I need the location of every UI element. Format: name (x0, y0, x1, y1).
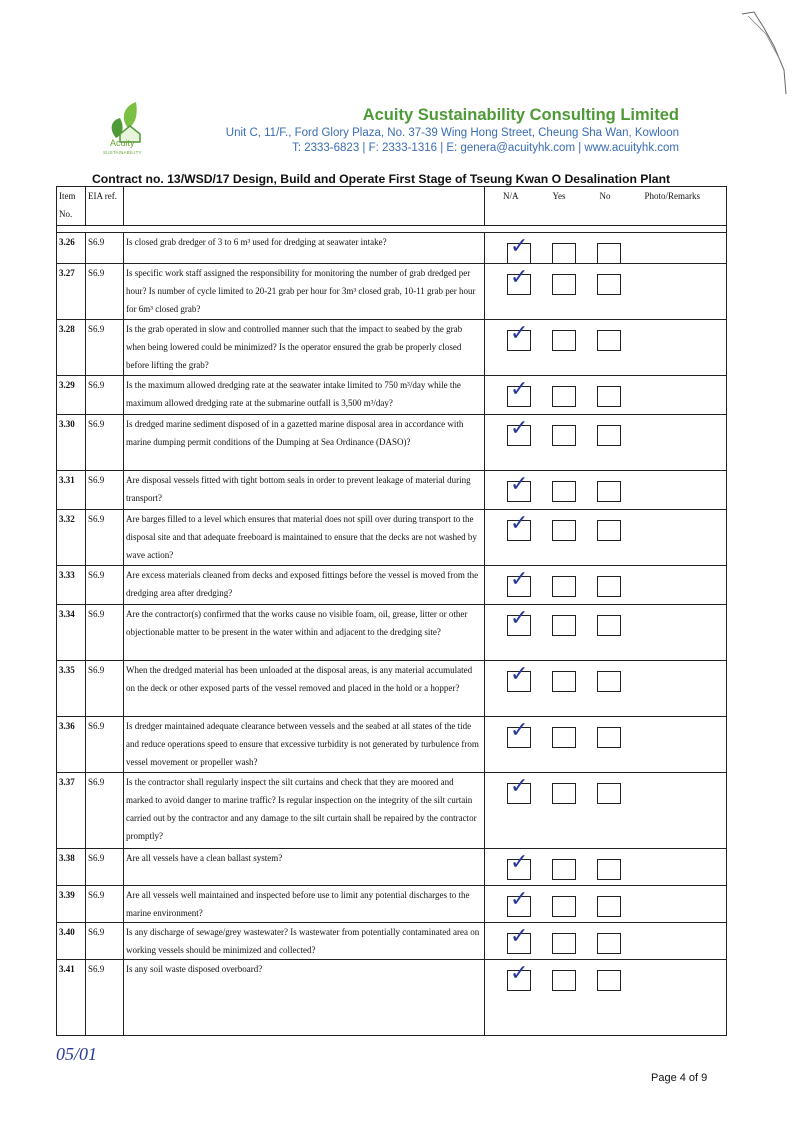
answer-cell (485, 923, 727, 960)
item-number: 3.28 (57, 320, 86, 376)
item-number: 3.33 (57, 566, 86, 605)
yes-checkbox[interactable] (552, 576, 576, 597)
answer-cell (485, 960, 727, 1036)
yes-checkbox[interactable] (552, 330, 576, 351)
yes-checkbox[interactable] (552, 933, 576, 954)
na-checkbox[interactable] (507, 265, 531, 295)
table-row (57, 849, 727, 886)
header-no: No (599, 191, 611, 201)
no-checkbox[interactable] (597, 783, 621, 804)
eia-reference: S6.9 (86, 376, 124, 415)
table-row (57, 471, 727, 510)
na-checkbox[interactable] (507, 234, 531, 264)
item-number: 3.26 (57, 233, 86, 264)
eia-reference: S6.9 (86, 849, 124, 886)
answer-cell (485, 264, 727, 320)
checklist-question: Is the grab operated in slow and controlled manner such that the impact to seabed by the grab when being lowered could be minimized? Is the operator ensured the grab be properly closed before lifting the grab? (124, 320, 485, 376)
eia-reference: S6.9 (86, 415, 124, 471)
answer-cell (485, 886, 727, 923)
checklist-question: Is dredger maintained adequate clearance between vessels and the seabed at all states of the tide and reduce operations speed to ensure that excessive turbidity is not generated by turbulence from vessel movement or propeller wash? (124, 717, 485, 773)
item-number: 3.36 (57, 717, 86, 773)
eia-reference: S6.9 (86, 960, 124, 1036)
table-row (57, 415, 727, 471)
checklist-table (56, 186, 727, 1036)
eia-reference: S6.9 (86, 233, 124, 264)
check-mark-icon: ✓ (510, 887, 529, 912)
table-row (57, 233, 727, 264)
eia-reference: S6.9 (86, 717, 124, 773)
na-checkbox[interactable] (507, 472, 531, 502)
item-number: 3.29 (57, 376, 86, 415)
answer-cell (485, 320, 727, 376)
na-checkbox[interactable] (507, 377, 531, 407)
table-row (57, 717, 727, 773)
na-checkbox[interactable] (507, 567, 531, 597)
eia-reference: S6.9 (86, 886, 124, 923)
table-row (57, 510, 727, 566)
check-mark-icon: ✓ (510, 265, 529, 290)
eia-reference: S6.9 (86, 510, 124, 566)
table-row (57, 886, 727, 923)
na-checkbox[interactable] (507, 850, 531, 880)
header-eia-ref: EIA ref. (86, 187, 124, 226)
yes-checkbox[interactable] (552, 859, 576, 880)
answer-cell (485, 233, 727, 264)
check-mark-icon: ✓ (510, 234, 529, 259)
company-name: Acuity Sustainability Consulting Limited (362, 106, 679, 124)
check-mark-icon: ✓ (510, 718, 529, 743)
na-checkbox[interactable] (507, 924, 531, 954)
eia-reference: S6.9 (86, 566, 124, 605)
na-checkbox[interactable] (507, 511, 531, 541)
table-row (57, 320, 727, 376)
table-row (57, 960, 727, 1036)
company-address: Unit C, 11/F., Ford Glory Plaza, No. 37-39 Wing Hong Street, Cheung Sha Wan, Kowloon (225, 127, 679, 139)
no-checkbox[interactable] (597, 576, 621, 597)
eia-reference: S6.9 (86, 661, 124, 717)
checklist-question: Is the contractor shall regularly inspect the silt curtains and check that they are moored and marked to avoid danger to marine traffic? Is regular inspection on the integrity of the silt curtain carried out by the contractor and any damage to the silt curtain shall be repaired by the contractor promptly? (124, 773, 485, 849)
na-checkbox[interactable] (507, 887, 531, 917)
item-number: 3.35 (57, 661, 86, 717)
no-checkbox[interactable] (597, 859, 621, 880)
no-checkbox[interactable] (597, 274, 621, 295)
check-mark-icon: ✓ (510, 850, 529, 875)
eia-reference: S6.9 (86, 605, 124, 661)
yes-checkbox[interactable] (552, 425, 576, 446)
check-mark-icon: ✓ (510, 377, 529, 402)
item-number: 3.32 (57, 510, 86, 566)
item-number: 3.39 (57, 886, 86, 923)
table-row (57, 605, 727, 661)
yes-checkbox[interactable] (552, 615, 576, 636)
table-row (57, 773, 727, 849)
item-number: 3.30 (57, 415, 86, 471)
no-checkbox[interactable] (597, 933, 621, 954)
na-checkbox[interactable] (507, 662, 531, 692)
na-checkbox[interactable] (507, 961, 531, 991)
answer-cell (485, 773, 727, 849)
no-checkbox[interactable] (597, 727, 621, 748)
answer-cell (485, 661, 727, 717)
eia-reference: S6.9 (86, 923, 124, 960)
check-mark-icon: ✓ (510, 662, 529, 687)
eia-reference: S6.9 (86, 320, 124, 376)
no-checkbox[interactable] (597, 615, 621, 636)
page-number: Page 4 of 9 (651, 1072, 708, 1084)
checklist-question: Is dredged marine sediment disposed of in a gazetted marine disposal area in accordance with marine dumping permit conditions of the Dumping at Sea Ordinance (DASO)? (124, 415, 485, 471)
header-question (124, 187, 485, 226)
yes-checkbox[interactable] (552, 783, 576, 804)
check-mark-icon: ✓ (510, 567, 529, 592)
no-checkbox[interactable] (597, 481, 621, 502)
yes-checkbox[interactable] (552, 243, 576, 264)
na-checkbox[interactable] (507, 416, 531, 446)
item-number: 3.34 (57, 605, 86, 661)
checklist-question: Are all vessels have a clean ballast system? (124, 849, 485, 886)
checklist-question: Is the maximum allowed dredging rate at the seawater intake limited to 750 m³/day while the maximum allowed dredging rate at the submarine outfall is 3,500 m³/day? (124, 376, 485, 415)
check-mark-icon: ✓ (510, 511, 529, 536)
na-checkbox[interactable] (507, 606, 531, 636)
header-item-no: Item No. (57, 187, 86, 226)
checklist-question: Are barges filled to a level which ensures that material does not spill over during transport to the disposal site and that adequate freeboard is maintained to ensure that the decks are not washed by wave action? (124, 510, 485, 566)
company-contact: T: 2333-6823 | F: 2333-1316 | E: genera@acuityhk.com | www.acuityhk.com (292, 142, 679, 154)
answer-cell (485, 376, 727, 415)
logo-text: Acuity (110, 138, 135, 148)
checklist-question: Are excess materials cleaned from decks and exposed fittings before the vessel is moved from the dredging area after dredging? (124, 566, 485, 605)
checklist-question: Is any soil waste disposed overboard? (124, 960, 485, 1036)
table-row (57, 376, 727, 415)
header-remarks: Photo/Remarks (644, 191, 700, 201)
header-answers (485, 187, 727, 226)
no-checkbox[interactable] (597, 330, 621, 351)
checklist-question: When the dredged material has been unloaded at the disposal areas, is any material accumulated on the deck or other exposed parts of the vessel removed and placed in the hold or a hopper? (124, 661, 485, 717)
answer-cell (485, 566, 727, 605)
checklist-question: Is any discharge of sewage/grey wastewater? Is wastewater from potentially contaminated area on working vessels should be minimized and collected? (124, 923, 485, 960)
na-checkbox[interactable] (507, 321, 531, 351)
table-row (57, 923, 727, 960)
header-yes: Yes (552, 191, 566, 201)
yes-checkbox[interactable] (552, 727, 576, 748)
corner-scribble (740, 8, 790, 98)
yes-checkbox[interactable] (552, 970, 576, 991)
logo-subtext: SUSTAINABILITY (103, 150, 142, 155)
handwritten-note: 05/01 (56, 1044, 98, 1064)
table-row (57, 264, 727, 320)
header-row (57, 187, 727, 226)
no-checkbox[interactable] (597, 243, 621, 264)
yes-checkbox[interactable] (552, 896, 576, 917)
answer-cell (485, 471, 727, 510)
eia-reference: S6.9 (86, 471, 124, 510)
no-checkbox[interactable] (597, 896, 621, 917)
contract-title: Contract no. 13/WSD/17 Design, Build and Operate First Stage of Tseung Kwan O Desalination Plant (92, 172, 671, 186)
item-number: 3.38 (57, 849, 86, 886)
answer-cell (485, 415, 727, 471)
na-checkbox[interactable] (507, 774, 531, 804)
item-number: 3.40 (57, 923, 86, 960)
no-checkbox[interactable] (597, 425, 621, 446)
checklist-question: Is specific work staff assigned the responsibility for monitoring the number of grab dredged per hour? Is number of cycle limited to 20-21 grab per hour for 3m³ closed grab, 10-11 grab per hour for 6m³ closed grab? (124, 264, 485, 320)
check-mark-icon: ✓ (510, 924, 529, 949)
table-row (57, 661, 727, 717)
item-number: 3.27 (57, 264, 86, 320)
table-row (57, 566, 727, 605)
answer-cell (485, 717, 727, 773)
answer-cell (485, 510, 727, 566)
no-checkbox[interactable] (597, 520, 621, 541)
yes-checkbox[interactable] (552, 520, 576, 541)
na-checkbox[interactable] (507, 718, 531, 748)
eia-reference: S6.9 (86, 773, 124, 849)
yes-checkbox[interactable] (552, 386, 576, 407)
checklist-question: Are all vessels well maintained and inspected before use to limit any potential discharges to the marine environment? (124, 886, 485, 923)
header-na: N/A (503, 191, 519, 201)
no-checkbox[interactable] (597, 671, 621, 692)
answer-cell (485, 605, 727, 661)
eia-reference: S6.9 (86, 264, 124, 320)
no-checkbox[interactable] (597, 386, 621, 407)
item-number: 3.41 (57, 960, 86, 1036)
checklist-question: Are disposal vessels fitted with tight bottom seals in order to prevent leakage of material during transport? (124, 471, 485, 510)
check-mark-icon: ✓ (510, 416, 529, 441)
check-mark-icon: ✓ (510, 321, 529, 346)
yes-checkbox[interactable] (552, 481, 576, 502)
checklist-question: Is closed grab dredger of 3 to 6 m³ used for dredging at seawater intake? (124, 233, 485, 264)
item-number: 3.31 (57, 471, 86, 510)
yes-checkbox[interactable] (552, 671, 576, 692)
yes-checkbox[interactable] (552, 274, 576, 295)
answer-cell (485, 849, 727, 886)
item-number: 3.37 (57, 773, 86, 849)
check-mark-icon: ✓ (510, 774, 529, 799)
header-gap (57, 226, 727, 233)
check-mark-icon: ✓ (510, 606, 529, 631)
checklist-question: Are the contractor(s) confirmed that the works cause no visible foam, oil, grease, litter or other objectionable matter to be present in the water within and adjacent to the dredging site? (124, 605, 485, 661)
check-mark-icon: ✓ (510, 472, 529, 497)
no-checkbox[interactable] (597, 970, 621, 991)
check-mark-icon: ✓ (510, 961, 529, 986)
